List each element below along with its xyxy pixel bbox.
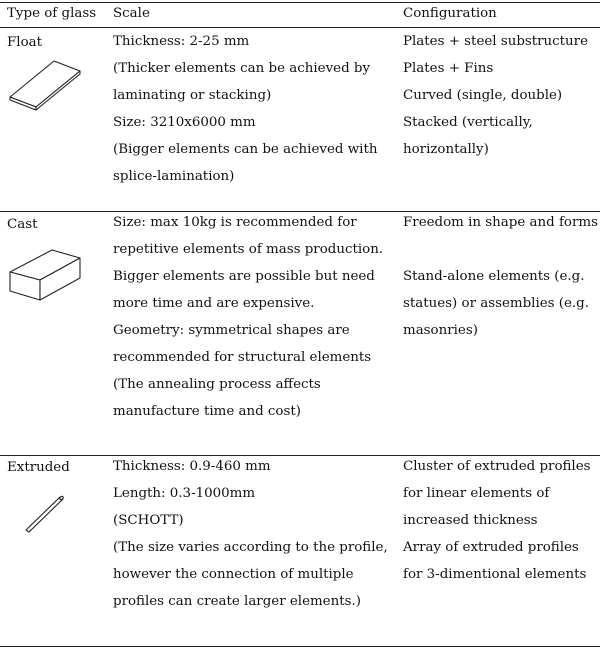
float-glass-plate-icon bbox=[6, 57, 86, 117]
config-line: Array of extruded profiles bbox=[403, 540, 579, 555]
scale-line: repetitive elements of mass production. bbox=[113, 242, 384, 257]
row-float-scale bbox=[113, 28, 377, 190]
scale-line: Size: 3210x6000 mm bbox=[113, 115, 256, 130]
extruded-glass-rod-icon bbox=[22, 494, 72, 538]
scale-line: (Bigger elements can be achieved with bbox=[113, 142, 378, 157]
row-float-configuration bbox=[403, 28, 588, 163]
scale-line: laminating or stacking) bbox=[113, 88, 272, 103]
header-type-of-glass: Type of glass bbox=[7, 6, 97, 21]
scale-line: profiles can create larger elements.) bbox=[113, 594, 361, 609]
row-extruded-scale bbox=[113, 453, 388, 615]
scale-line: recommended for structural elements bbox=[113, 350, 372, 365]
scale-line: Size: max 10kg is recommended for bbox=[113, 215, 357, 230]
cast-glass-block-icon bbox=[6, 246, 86, 308]
config-line: Plates + Fins bbox=[403, 61, 494, 76]
config-line: Cluster of extruded profiles bbox=[403, 459, 591, 474]
scale-line: however the connection of multiple bbox=[113, 567, 354, 582]
scale-line: splice-lamination) bbox=[113, 169, 235, 184]
config-line: Plates + steel substructure bbox=[403, 34, 589, 49]
config-line: horizontally) bbox=[403, 142, 489, 157]
scale-line: Thickness: 0.9-460 mm bbox=[113, 459, 271, 474]
scale-line: Thickness: 2-25 mm bbox=[113, 34, 250, 49]
scale-line: Geometry: symmetrical shapes are bbox=[113, 323, 350, 338]
scale-line: (The size varies according to the profile, bbox=[113, 540, 388, 555]
row-type-float: Float bbox=[7, 35, 43, 50]
config-line bbox=[403, 236, 598, 263]
config-line: for 3-dimentional elements bbox=[403, 567, 587, 582]
config-line: Stand-alone elements (e.g. bbox=[403, 269, 585, 284]
table-top-rule bbox=[0, 2, 600, 3]
scale-line: manufacture time and cost) bbox=[113, 404, 301, 419]
scale-line: (Thicker elements can be achieved by bbox=[113, 61, 371, 76]
row-extruded-configuration bbox=[403, 453, 591, 588]
scale-line: Bigger elements are possible but need bbox=[113, 269, 375, 284]
config-line: Curved (single, double) bbox=[403, 88, 563, 103]
config-line: increased thickness bbox=[403, 513, 538, 528]
config-line: Stacked (vertically, bbox=[403, 115, 533, 130]
row-type-cast: Cast bbox=[7, 217, 38, 232]
config-line: Freedom in shape and forms bbox=[403, 215, 598, 230]
scale-line: (The annealing process affects bbox=[113, 377, 321, 392]
scale-line: (SCHOTT) bbox=[113, 513, 184, 528]
config-line: masonries) bbox=[403, 323, 478, 338]
table-bottom-rule bbox=[0, 646, 600, 647]
config-line: statues) or assemblies (e.g. bbox=[403, 296, 590, 311]
scale-line: Length: 0.3-1000mm bbox=[113, 486, 256, 501]
scale-line: more time and are expensive. bbox=[113, 296, 315, 311]
row-cast-scale bbox=[113, 209, 383, 425]
row-cast-configuration bbox=[403, 209, 598, 344]
header-configuration: Configuration bbox=[403, 6, 497, 21]
config-line: for linear elements of bbox=[403, 486, 550, 501]
row-type-extruded: Extruded bbox=[7, 460, 70, 475]
header-scale: Scale bbox=[113, 6, 150, 21]
